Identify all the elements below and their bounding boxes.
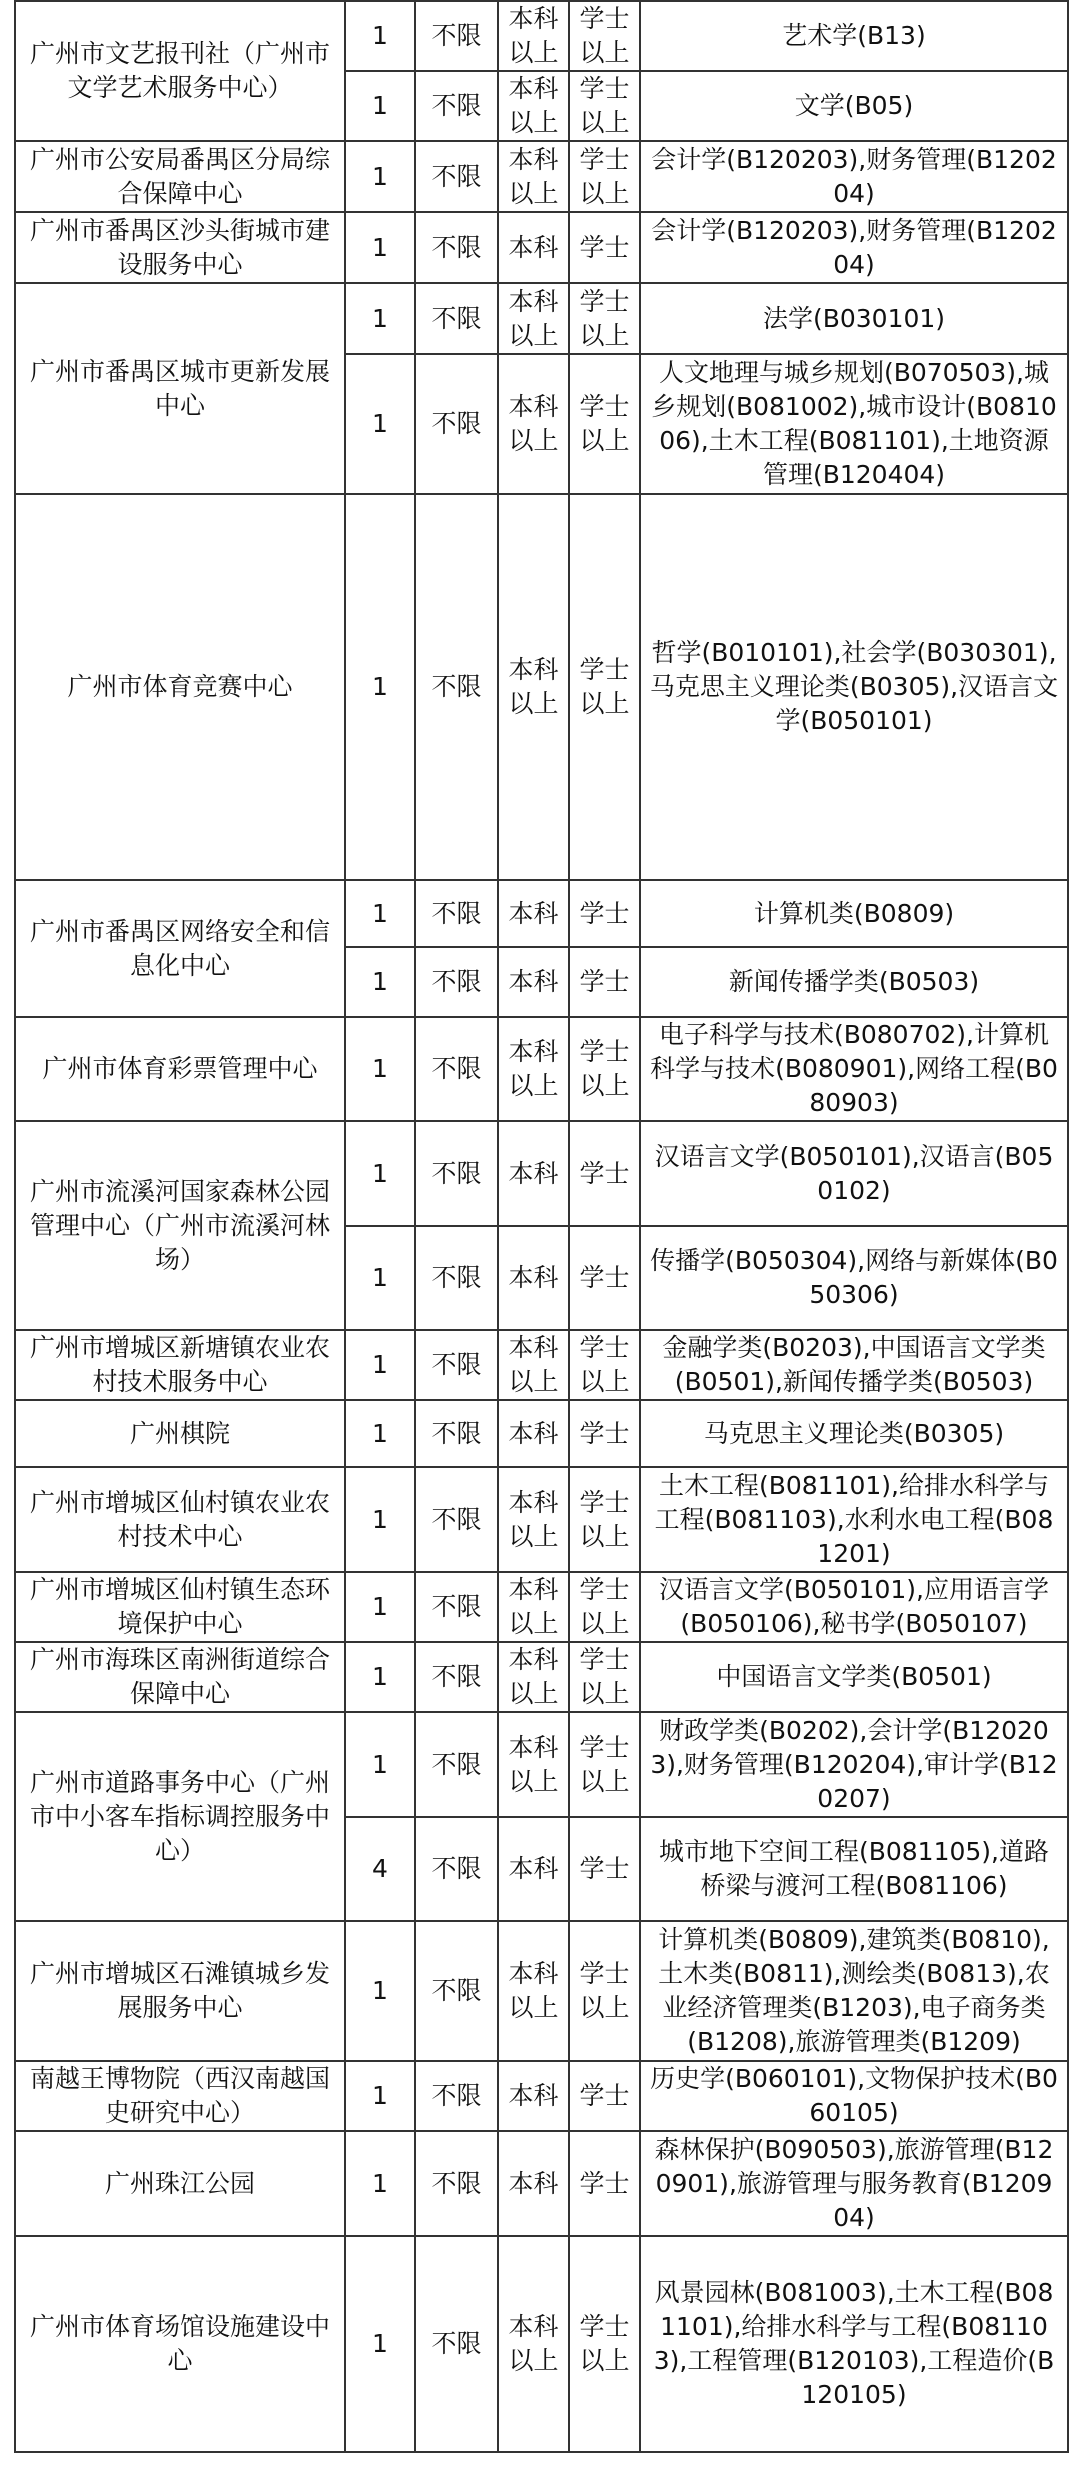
education-cell: 本科以上 (498, 1330, 569, 1400)
education-cell: 本科 (498, 947, 569, 1017)
degree-cell: 学士 (569, 880, 640, 947)
count-cell: 1 (345, 1400, 415, 1467)
age-cell: 不限 (415, 141, 498, 212)
table-row (15, 1330, 1068, 1400)
degree-cell: 学士 (569, 947, 640, 1017)
major-cell: 土木工程(B081101),给排水科学与工程(B081103),水利水电工程(B081201) (640, 1467, 1068, 1572)
unit-cell: 广州市番禺区网络安全和信息化中心 (15, 880, 345, 1017)
education-cell: 本科 (498, 2061, 569, 2131)
education-cell: 本科以上 (498, 1, 569, 71)
count-cell: 1 (345, 1, 415, 71)
age-cell: 不限 (415, 354, 498, 494)
degree-cell: 学士以上 (569, 1, 640, 71)
table-row (15, 141, 1068, 212)
degree-cell: 学士 (569, 212, 640, 283)
unit-cell: 广州珠江公园 (15, 2131, 345, 2236)
count-cell: 1 (345, 71, 415, 141)
degree-cell: 学士以上 (569, 141, 640, 212)
degree-cell: 学士 (569, 2061, 640, 2131)
age-cell: 不限 (415, 1017, 498, 1121)
unit-cell: 广州市体育场馆设施建设中心 (15, 2236, 345, 2452)
table-row (15, 1400, 1068, 1467)
major-cell: 哲学(B010101),社会学(B030301),马克思主义理论类(B0305),汉语言文学(B050101) (640, 494, 1068, 880)
degree-cell: 学士 (569, 1400, 640, 1467)
age-cell: 不限 (415, 283, 498, 354)
age-cell: 不限 (415, 212, 498, 283)
count-cell: 1 (345, 1921, 415, 2061)
major-cell: 风景园林(B081003),土木工程(B081101),给排水科学与工程(B081103),工程管理(B120103),工程造价(B120105) (640, 2236, 1068, 2452)
major-cell: 传播学(B050304),网络与新媒体(B050306) (640, 1226, 1068, 1330)
count-cell: 1 (345, 494, 415, 880)
education-cell: 本科 (498, 880, 569, 947)
age-cell: 不限 (415, 1467, 498, 1572)
degree-cell: 学士以上 (569, 354, 640, 494)
table-row (15, 1712, 1068, 1817)
unit-cell: 南越王博物院（西汉南越国史研究中心） (15, 2061, 345, 2131)
age-cell: 不限 (415, 1330, 498, 1400)
education-cell: 本科以上 (498, 1921, 569, 2061)
count-cell: 1 (345, 1572, 415, 1642)
table-row (15, 2236, 1068, 2452)
education-cell: 本科以上 (498, 494, 569, 880)
degree-cell: 学士 (569, 1226, 640, 1330)
education-cell: 本科 (498, 1817, 569, 1921)
unit-cell: 广州市番禺区沙头街城市建设服务中心 (15, 212, 345, 283)
major-cell: 计算机类(B0809),建筑类(B0810),土木类(B0811),测绘类(B0813),农业经济管理类(B1203),电子商务类(B1208),旅游管理类(B1209) (640, 1921, 1068, 2061)
education-cell: 本科以上 (498, 1467, 569, 1572)
degree-cell: 学士 (569, 1817, 640, 1921)
education-cell: 本科以上 (498, 1572, 569, 1642)
recruitment-table (14, 0, 1069, 2453)
major-cell: 汉语言文学(B050101),汉语言(B050102) (640, 1121, 1068, 1226)
major-cell: 财政学类(B0202),会计学(B120203),财务管理(B120204),审计学(B120207) (640, 1712, 1068, 1817)
table-row (15, 1921, 1068, 2061)
age-cell: 不限 (415, 1572, 498, 1642)
age-cell: 不限 (415, 1921, 498, 2061)
table-row (15, 1017, 1068, 1121)
unit-cell: 广州市文艺报刊社（广州市文学艺术服务中心） (15, 1, 345, 141)
table-row (15, 880, 1068, 947)
age-cell: 不限 (415, 494, 498, 880)
table-row (15, 1572, 1068, 1642)
age-cell: 不限 (415, 71, 498, 141)
education-cell: 本科以上 (498, 141, 569, 212)
count-cell: 4 (345, 1817, 415, 1921)
unit-cell: 广州市道路事务中心（广州市中小客车指标调控服务中心） (15, 1712, 345, 1921)
degree-cell: 学士以上 (569, 494, 640, 880)
degree-cell: 学士以上 (569, 283, 640, 354)
count-cell: 1 (345, 212, 415, 283)
degree-cell: 学士以上 (569, 1330, 640, 1400)
count-cell: 1 (345, 354, 415, 494)
age-cell: 不限 (415, 1817, 498, 1921)
major-cell: 新闻传播学类(B0503) (640, 947, 1068, 1017)
table-row (15, 1, 1068, 71)
age-cell: 不限 (415, 1642, 498, 1712)
age-cell: 不限 (415, 2061, 498, 2131)
degree-cell: 学士以上 (569, 2236, 640, 2452)
table-row (15, 494, 1068, 880)
education-cell: 本科以上 (498, 1712, 569, 1817)
unit-cell: 广州市增城区石滩镇城乡发展服务中心 (15, 1921, 345, 2061)
education-cell: 本科 (498, 2131, 569, 2236)
table-row (15, 2061, 1068, 2131)
education-cell: 本科以上 (498, 1017, 569, 1121)
major-cell: 会计学(B120203),财务管理(B120204) (640, 141, 1068, 212)
unit-cell: 广州市增城区仙村镇生态环境保护中心 (15, 1572, 345, 1642)
education-cell: 本科 (498, 1400, 569, 1467)
unit-cell: 广州市体育彩票管理中心 (15, 1017, 345, 1121)
major-cell: 中国语言文学类(B0501) (640, 1642, 1068, 1712)
table-row (15, 212, 1068, 283)
degree-cell: 学士以上 (569, 1572, 640, 1642)
count-cell: 1 (345, 2061, 415, 2131)
major-cell: 马克思主义理论类(B0305) (640, 1400, 1068, 1467)
education-cell: 本科以上 (498, 71, 569, 141)
unit-cell: 广州市流溪河国家森林公园管理中心（广州市流溪河林场） (15, 1121, 345, 1330)
table-row (15, 1121, 1068, 1226)
count-cell: 1 (345, 1467, 415, 1572)
major-cell: 计算机类(B0809) (640, 880, 1068, 947)
table-row (15, 2131, 1068, 2236)
major-cell: 城市地下空间工程(B081105),道路桥梁与渡河工程(B081106) (640, 1817, 1068, 1921)
major-cell: 会计学(B120203),财务管理(B120204) (640, 212, 1068, 283)
education-cell: 本科以上 (498, 354, 569, 494)
count-cell: 1 (345, 1642, 415, 1712)
degree-cell: 学士以上 (569, 1642, 640, 1712)
degree-cell: 学士 (569, 1121, 640, 1226)
age-cell: 不限 (415, 1121, 498, 1226)
count-cell: 1 (345, 1330, 415, 1400)
unit-cell: 广州市体育竞赛中心 (15, 494, 345, 880)
unit-cell: 广州市增城区新塘镇农业农村技术服务中心 (15, 1330, 345, 1400)
education-cell: 本科 (498, 1226, 569, 1330)
degree-cell: 学士以上 (569, 1921, 640, 2061)
major-cell: 金融学类(B0203),中国语言文学类(B0501),新闻传播学类(B0503) (640, 1330, 1068, 1400)
major-cell: 法学(B030101) (640, 283, 1068, 354)
unit-cell: 广州市增城区仙村镇农业农村技术中心 (15, 1467, 345, 1572)
age-cell: 不限 (415, 1, 498, 71)
unit-cell: 广州市番禺区城市更新发展中心 (15, 283, 345, 494)
count-cell: 1 (345, 2236, 415, 2452)
degree-cell: 学士 (569, 2131, 640, 2236)
age-cell: 不限 (415, 880, 498, 947)
education-cell: 本科以上 (498, 2236, 569, 2452)
education-cell: 本科 (498, 212, 569, 283)
table-row (15, 1467, 1068, 1572)
degree-cell: 学士以上 (569, 1017, 640, 1121)
age-cell: 不限 (415, 1400, 498, 1467)
age-cell: 不限 (415, 2236, 498, 2452)
degree-cell: 学士以上 (569, 1712, 640, 1817)
degree-cell: 学士以上 (569, 1467, 640, 1572)
count-cell: 1 (345, 141, 415, 212)
count-cell: 1 (345, 2131, 415, 2236)
table-row (15, 283, 1068, 354)
age-cell: 不限 (415, 1226, 498, 1330)
major-cell: 电子科学与技术(B080702),计算机科学与技术(B080901),网络工程(B080903) (640, 1017, 1068, 1121)
unit-cell: 广州棋院 (15, 1400, 345, 1467)
degree-cell: 学士以上 (569, 71, 640, 141)
major-cell: 森林保护(B090503),旅游管理(B120901),旅游管理与服务教育(B120904) (640, 2131, 1068, 2236)
count-cell: 1 (345, 1712, 415, 1817)
count-cell: 1 (345, 283, 415, 354)
major-cell: 艺术学(B13) (640, 1, 1068, 71)
unit-cell: 广州市海珠区南洲街道综合保障中心 (15, 1642, 345, 1712)
age-cell: 不限 (415, 947, 498, 1017)
major-cell: 汉语言文学(B050101),应用语言学(B050106),秘书学(B050107) (640, 1572, 1068, 1642)
table-row (15, 1642, 1068, 1712)
education-cell: 本科以上 (498, 1642, 569, 1712)
count-cell: 1 (345, 1121, 415, 1226)
major-cell: 人文地理与城乡规划(B070503),城乡规划(B081002),城市设计(B081006),土木工程(B081101),土地资源管理(B120404) (640, 354, 1068, 494)
age-cell: 不限 (415, 1712, 498, 1817)
education-cell: 本科以上 (498, 283, 569, 354)
count-cell: 1 (345, 1017, 415, 1121)
recruitment-table-container (14, 0, 1069, 2453)
count-cell: 1 (345, 1226, 415, 1330)
major-cell: 历史学(B060101),文物保护技术(B060105) (640, 2061, 1068, 2131)
age-cell: 不限 (415, 2131, 498, 2236)
major-cell: 文学(B05) (640, 71, 1068, 141)
count-cell: 1 (345, 880, 415, 947)
unit-cell: 广州市公安局番禺区分局综合保障中心 (15, 141, 345, 212)
count-cell: 1 (345, 947, 415, 1017)
education-cell: 本科 (498, 1121, 569, 1226)
